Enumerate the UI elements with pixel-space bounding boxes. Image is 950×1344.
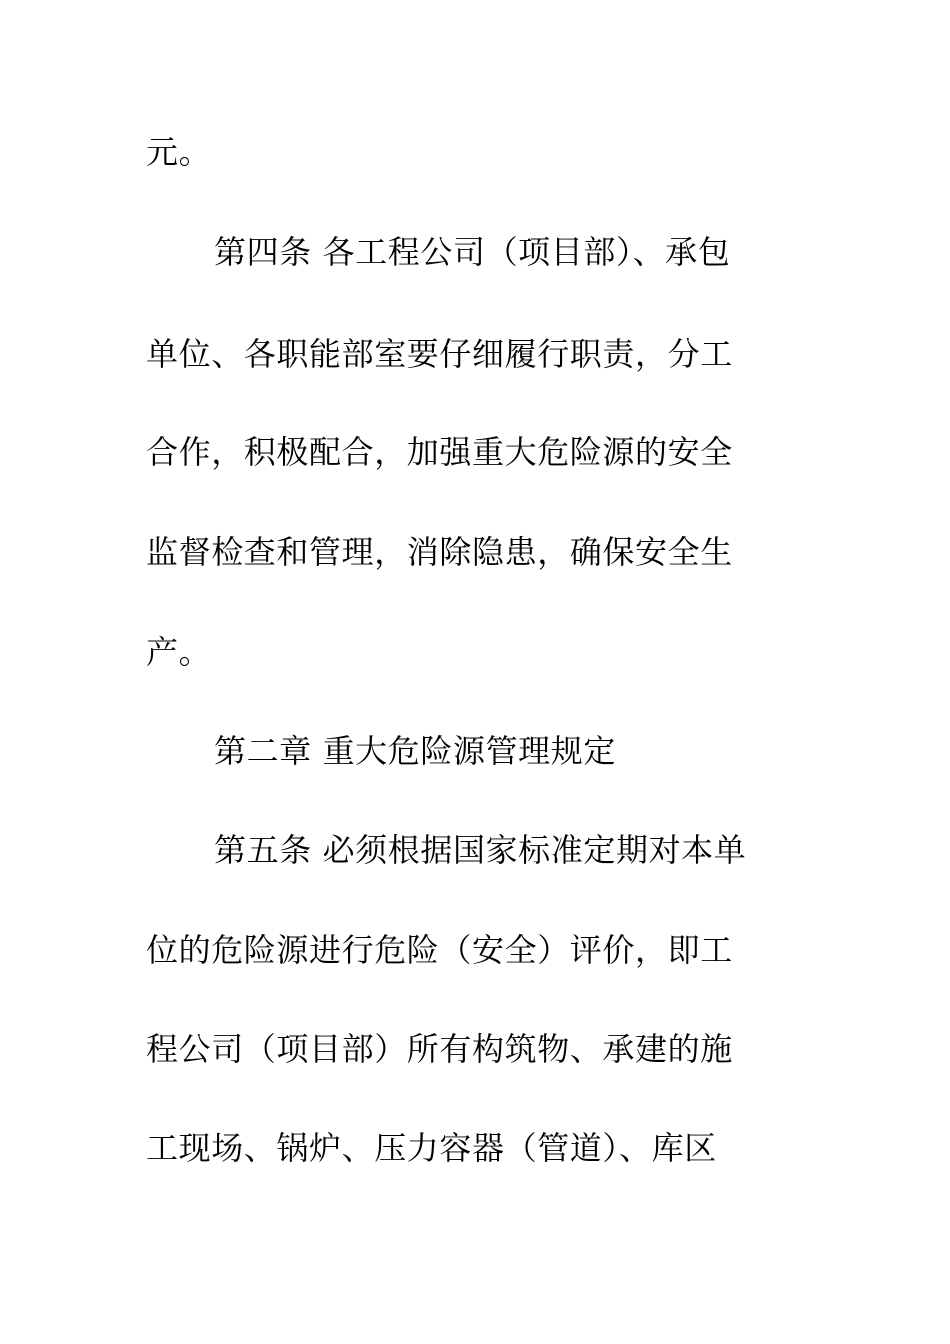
article-4-heading-line: 第四条 各工程公司（项目部）、承包 [214,233,731,271]
article-5-heading-line: 第五条 必须根据国家标准定期对本单 [214,831,747,869]
text-line: 合作，积极配合，加强重大危险源的安全 [146,433,733,471]
chapter-2-heading: 第二章 重大危险源管理规定 [214,732,616,770]
text-line: 元。 [146,133,212,171]
text-line: 工现场、锅炉、压力容器（管道）、库区 [146,1129,717,1167]
text-line: 程公司（项目部）所有构筑物、承建的施 [146,1030,733,1068]
text-line: 监督检查和管理，消除隐患，确保安全生 [146,533,733,571]
text-line: 单位、各职能部室要仔细履行职责，分工 [146,335,733,373]
text-line: 位的危险源进行危险（安全）评价，即工 [146,931,733,969]
text-line: 产。 [146,633,212,671]
